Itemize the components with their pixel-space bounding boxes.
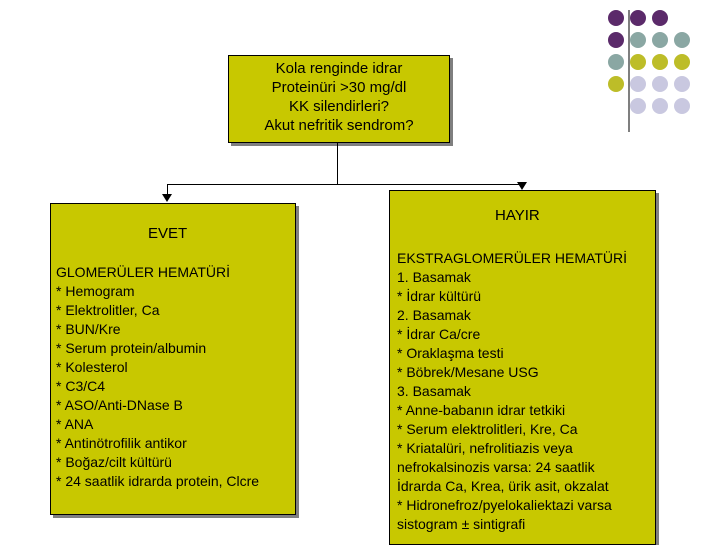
decorative-dot [674,32,690,48]
list-item: * İdrar kültürü [397,288,482,304]
list-item: * Oraklaşma testi [397,345,504,361]
list-item: * Antinötrofilik antikor [56,435,187,451]
list-header: EKSTRAGLOMERÜLER HEMATÜRİ [397,250,627,266]
connector-horizontal [167,184,523,185]
ekstraglomeruler-list [397,249,627,534]
decorative-dot [608,54,624,70]
list-item: * ASO/Anti-DNase B [56,397,183,413]
arrow-down-icon [162,194,172,202]
question-line: KK silendirleri? [288,98,390,115]
hayir-title: HAYIR [495,207,540,224]
list-item: 1. Basamak [397,269,471,285]
decorative-dot [652,10,668,26]
glomeruler-list [56,263,259,491]
question-line: Akut nefritik sendrom? [264,117,414,134]
list-item: * Kolesterol [56,359,128,375]
list-item: * İdrar Ca/cre [397,326,481,342]
question-line: Kola renginde idrar [275,60,403,77]
decorative-dot [630,10,646,26]
decorative-dot [674,54,690,70]
list-item: * Hemogram [56,283,135,299]
decorative-dot [674,98,690,114]
list-item: * ANA [56,416,94,432]
list-item: İdrarda Ca, Krea, ürik asit, okzalat [397,478,609,494]
list-item: * Böbrek/Mesane USG [397,364,539,380]
decorative-dot [630,32,646,48]
decorative-dot [608,10,624,26]
decorative-dot [630,76,646,92]
list-item: * Anne-babanın idrar tetkiki [397,402,566,418]
decorative-divider-line [628,10,630,132]
evet-title: EVET [148,225,188,242]
list-item: 3. Basamak [397,383,471,399]
list-item: * Serum protein/albumin [56,340,207,356]
list-item: * Hidronefroz/pyelokaliektazi varsa [397,497,612,513]
decorative-dot [608,32,624,48]
list-item: * Kriatalüri, nefrolitiazis veya [397,440,573,456]
decorative-dot [652,32,668,48]
list-item: * Serum elektrolitleri, Kre, Ca [397,421,578,437]
decorative-dot [652,76,668,92]
connector-left-drop [167,184,168,194]
decorative-dot [630,98,646,114]
arrow-down-icon [517,182,527,190]
list-item: * BUN/Kre [56,321,121,337]
decorative-dot [630,54,646,70]
list-item: sistogram ± sintigrafi [397,516,526,532]
question-box [228,55,450,143]
decorative-dot [674,76,690,92]
list-header: GLOMERÜLER HEMATÜRİ [56,264,230,280]
decorative-dot-grid [608,10,716,130]
connector-vertical [337,143,338,185]
list-item: * Boğaz/cilt kültürü [56,454,172,470]
list-item: 2. Basamak [397,307,471,323]
question-line: Proteinüri >30 mg/dl [271,79,407,96]
list-item: * Elektrolitler, Ca [56,302,160,318]
list-item: * C3/C4 [56,378,106,394]
decorative-dot [652,98,668,114]
list-item: nefrokalsinozis varsa: 24 saatlik [397,459,595,475]
list-item: * 24 saatlik idrarda protein, Clcre [56,473,260,489]
decorative-dot [652,54,668,70]
decorative-dot [608,76,624,92]
